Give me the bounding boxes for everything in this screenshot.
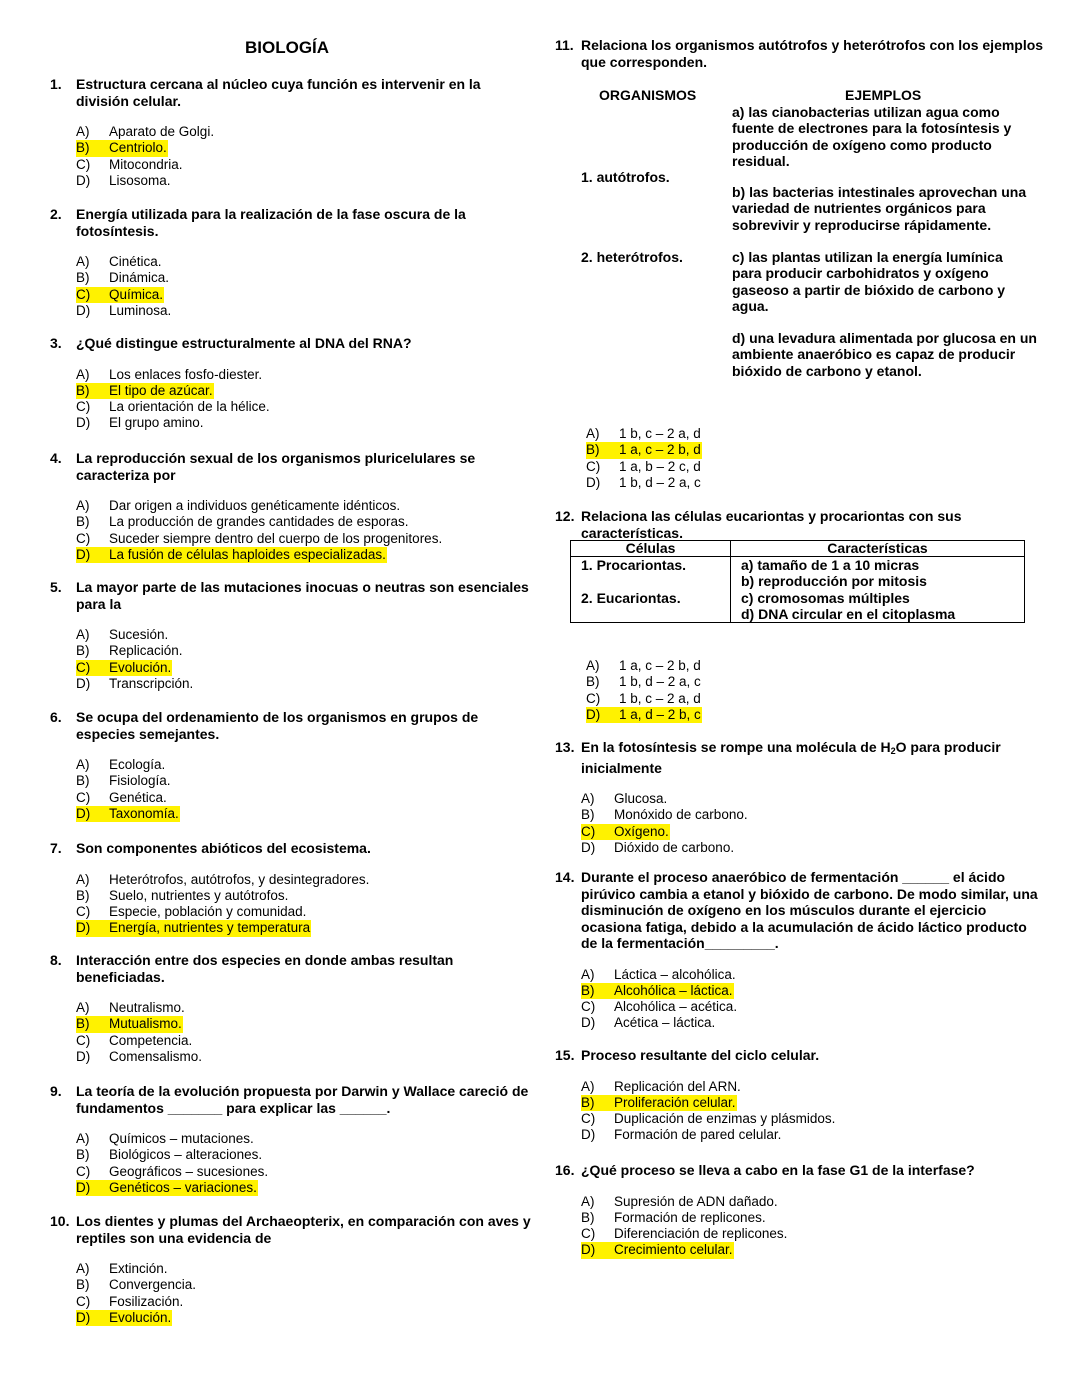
question-number: 7. (50, 840, 62, 856)
answer-option[interactable] (76, 1033, 535, 1049)
option-label: C) (76, 789, 91, 805)
option-label: B) (581, 983, 613, 999)
option-text: Genéticos – variaciones. (109, 1179, 257, 1195)
answer-option[interactable] (76, 806, 535, 822)
option-label: C) (76, 399, 91, 415)
answer-option[interactable] (76, 531, 535, 547)
option-text: Fisiología. (109, 773, 171, 789)
option-label: B) (581, 1209, 595, 1225)
option-text: Supresión de ADN dañado. (614, 1193, 778, 1209)
option-label: A) (76, 757, 90, 772)
option-label: B) (581, 1095, 613, 1111)
question-3 (50, 335, 535, 432)
option-label: B) (76, 270, 90, 286)
answer-option[interactable] (581, 967, 1045, 983)
option-text: Los enlaces fosfo-diester. (109, 366, 263, 382)
question-text: Los dientes y plumas del Archaeopterix, en comparación con aves y reptiles son una evidencia de (76, 1213, 531, 1246)
question-11-options (586, 426, 1076, 491)
answer-option[interactable] (76, 1310, 535, 1326)
question-14 (555, 869, 1045, 1032)
option-label: B) (76, 643, 90, 659)
option-label: D) (76, 302, 91, 318)
option-text: Geográficos – sucesiones. (109, 1163, 269, 1179)
question-text: La reproducción sexual de los organismos pluricelulares se caracteriza por (76, 450, 476, 483)
options-list (76, 627, 535, 692)
option-label: D) (76, 1180, 108, 1196)
option-label: A) (586, 658, 600, 673)
example-c: c) las plantas utilizan la energía lumínica para producir carbohidratos y oxígeno gaseoso a partir de bióxido de carbono y agua. (732, 249, 1006, 314)
option-text: Mitocondria. (109, 156, 183, 172)
question-8 (50, 952, 535, 1065)
question-2 (50, 206, 535, 319)
option-label: A) (76, 871, 90, 887)
characteristic-d: d) DNA circular en el citoplasma (741, 605, 956, 622)
question-number: 12. (555, 508, 575, 524)
option-text: Suceder siempre dentro del cuerpo de los progenitores. (109, 530, 443, 546)
question-12 (555, 508, 1045, 541)
answer-option[interactable] (76, 173, 535, 189)
option-text: 1 b, d – 2 a, c (619, 474, 701, 490)
option-text: Suelo, nutrientes y autótrofos. (109, 887, 289, 903)
option-label: A) (76, 1000, 90, 1015)
option-label: A) (76, 1261, 90, 1276)
option-text: Ecología. (109, 757, 166, 772)
option-text: La orientación de la hélice. (109, 399, 270, 415)
option-label: C) (586, 690, 601, 706)
option-label: D) (76, 172, 91, 188)
option-text: 1 b, d – 2 a, c (619, 674, 701, 690)
question-text: Energía utilizada para la realización de la fase oscura de la fotosíntesis. (76, 206, 466, 239)
option-text: Dióxido de carbono. (614, 839, 735, 855)
answer-option[interactable] (76, 757, 535, 773)
answer-option[interactable] (581, 1015, 1045, 1031)
answer-option[interactable] (76, 270, 535, 286)
option-label: B) (586, 442, 618, 458)
answer-option[interactable] (76, 920, 535, 936)
option-text: 1 a, c – 2 b, d (619, 658, 701, 673)
question-number: 11. (555, 37, 574, 53)
question-15 (555, 1047, 1045, 1144)
answer-option[interactable] (76, 1131, 535, 1147)
option-text: La fusión de células haploides especializadas. (109, 546, 386, 562)
answer-option[interactable] (586, 707, 1076, 723)
option-label: B) (76, 773, 90, 789)
option-text: Convergencia. (109, 1277, 197, 1293)
option-text: Replicación. (109, 643, 183, 659)
option-label: B) (76, 140, 108, 156)
option-label: D) (76, 1310, 108, 1326)
option-label: A) (76, 498, 90, 513)
option-label: A) (581, 1193, 595, 1209)
option-text: Cinética. (109, 254, 162, 269)
question-9 (50, 1083, 535, 1196)
option-label: D) (76, 415, 91, 431)
option-label: D) (76, 806, 108, 822)
characteristic-c: c) cromosomas múltiples (741, 589, 910, 606)
answer-option[interactable] (76, 1147, 535, 1163)
answer-option[interactable] (76, 1164, 535, 1180)
question-number: 6. (50, 709, 62, 725)
option-text: Mutualismo. (109, 1016, 182, 1032)
options-list (581, 1079, 1045, 1144)
cell-1: 1. Procariontas. (581, 557, 687, 573)
option-label: D) (76, 920, 108, 936)
question-number: 8. (50, 952, 62, 968)
answer-option[interactable] (581, 1242, 1045, 1258)
option-label: D) (581, 839, 596, 855)
option-text: Monóxido de carbono. (614, 807, 748, 823)
question-text: Durante el proceso anaeróbico de fermentación ______ el ácido pirúvico cambia a etanol y bióxido de carbono. De modo similar, una disminución de oxígeno en los músculos durante el ejercicio ocasiona fatiga, debido a la acumulación de ácido láctico producto de la fermentación_________. (581, 869, 1038, 951)
answer-option[interactable] (76, 773, 535, 789)
option-text: Químicos – mutaciones. (109, 1131, 254, 1146)
answer-option[interactable] (581, 840, 1045, 856)
answer-option[interactable] (76, 383, 535, 399)
question-number: 13. (555, 739, 575, 755)
answer-option[interactable] (76, 676, 535, 692)
characteristic-b: b) reproducción por mitosis (741, 573, 927, 590)
question-text: Relaciona las células eucariontas y procariontas con sus características. (581, 508, 962, 541)
option-text: Acética – láctica. (614, 1015, 716, 1031)
answer-option[interactable] (581, 791, 1045, 807)
question-4 (50, 450, 535, 563)
answer-option[interactable] (586, 674, 1076, 690)
option-label: A) (586, 426, 600, 441)
answer-option[interactable] (76, 140, 535, 156)
option-label: B) (76, 1277, 90, 1293)
answer-option[interactable] (581, 1226, 1045, 1242)
option-text: Alcohólica – láctica. (614, 982, 733, 998)
question-text: En la fotosíntesis se rompe una molécula de $H_2O$ para producir inicialmente (581, 739, 1001, 776)
answer-option[interactable] (581, 1194, 1045, 1210)
option-text: 1 a, c – 2 b, d (619, 442, 701, 458)
answer-option[interactable] (581, 999, 1045, 1015)
option-label: D) (76, 547, 108, 563)
answer-option[interactable] (76, 904, 535, 920)
option-text: Luminosa. (109, 302, 172, 318)
option-label: D) (581, 1127, 596, 1143)
option-label: C) (76, 287, 108, 303)
option-text: 1 a, d – 2 b, c (619, 706, 701, 722)
question-text: ¿Qué proceso se lleva a cabo en la fase G1 de la interfase? (581, 1162, 975, 1178)
cell-2: 2. Eucariontas. (581, 590, 681, 607)
question-number: 9. (50, 1083, 62, 1099)
answer-option[interactable] (76, 1180, 535, 1196)
answer-option[interactable] (76, 303, 535, 319)
options-list (76, 498, 535, 563)
answer-option[interactable] (586, 475, 1076, 491)
option-text: Formación de pared celular. (614, 1127, 782, 1143)
option-label: D) (586, 707, 618, 723)
answer-option[interactable] (76, 1016, 535, 1032)
option-text: Extinción. (109, 1261, 168, 1276)
option-label: B) (76, 1016, 108, 1032)
option-label: A) (76, 627, 90, 642)
question-number: 10. (50, 1213, 70, 1229)
option-label: A) (581, 966, 595, 982)
option-text: Alcohólica – acética. (614, 999, 738, 1015)
option-text: 1 b, c – 2 a, d (619, 690, 701, 706)
option-text: Comensalismo. (109, 1048, 203, 1064)
option-text: Genética. (109, 789, 167, 805)
answer-option[interactable] (76, 643, 535, 659)
option-text: Formación de replicones. (614, 1209, 766, 1225)
option-label: C) (76, 530, 91, 546)
organism-1: 1. autótrofos. (581, 169, 670, 185)
answer-option[interactable] (76, 872, 535, 888)
characteristics (731, 557, 1025, 623)
option-label: C) (581, 1226, 596, 1242)
option-text: Química. (109, 286, 164, 302)
option-label: D) (76, 1048, 91, 1064)
option-text: El grupo amino. (109, 415, 204, 431)
option-text: Especie, población y comunidad. (109, 904, 307, 920)
question-number: 2. (50, 206, 62, 222)
table-header-celulas: Células (571, 541, 731, 557)
option-text: La producción de grandes cantidades de esporas. (109, 514, 409, 530)
question-16 (555, 1162, 1045, 1259)
option-text: Lisosoma. (109, 172, 171, 188)
answer-option[interactable] (586, 691, 1076, 707)
cell-types (571, 557, 731, 623)
option-text: Neutralismo. (109, 1000, 185, 1015)
option-text: Sucesión. (109, 627, 169, 642)
answer-option[interactable] (581, 1079, 1045, 1095)
option-text: Taxonomía. (109, 805, 179, 821)
option-text: Fosilización. (109, 1293, 184, 1309)
question-text: La teoría de la evolución propuesta por Darwin y Wallace careció de fundamentos _______ para explicar las ______. (76, 1083, 529, 1116)
answer-option[interactable] (76, 1277, 535, 1293)
question-number: 4. (50, 450, 62, 466)
option-label: A) (76, 124, 90, 139)
question-text: Interacción entre dos especies en donde ambas resultan beneficiadas. (76, 952, 454, 985)
option-text: Energía, nutrientes y temperatura (109, 920, 311, 936)
answer-option[interactable] (76, 1294, 535, 1310)
question-5 (50, 579, 535, 692)
option-label: A) (76, 254, 90, 269)
question-text: Son componentes abióticos del ecosistema. (76, 840, 371, 856)
question-10 (50, 1213, 535, 1326)
page-title: BIOLOGÍA (245, 38, 330, 57)
question-12-options (586, 658, 1076, 723)
option-text: Diferenciación de replicones. (614, 1226, 788, 1242)
example-a: a) las cianobacterias utilizan agua como fuente de electrones para la fotosíntesis y producción de oxígeno como producto residual. (732, 104, 1012, 169)
option-text: Duplicación de enzimas y plásmidos. (614, 1111, 836, 1127)
organismos-header: ORGANISMOS (599, 87, 697, 103)
question-text: Se ocupa del ordenamiento de los organismos en grupos de especies semejantes. (76, 709, 479, 742)
option-label: B) (76, 1147, 90, 1163)
option-text: Glucosa. (614, 791, 668, 806)
answer-option[interactable] (581, 807, 1045, 823)
question-number: 5. (50, 579, 62, 595)
question-text: La mayor parte de las mutaciones inocuas o neutras son esenciales para la (76, 579, 529, 612)
question-text: Proceso resultante del ciclo celular. (581, 1047, 820, 1063)
option-text: 1 a, b – 2 c, d (619, 458, 701, 474)
question-13 (555, 739, 1045, 856)
answer-option[interactable] (76, 157, 535, 173)
question-number: 16. (555, 1162, 575, 1178)
option-text: El tipo de azúcar. (109, 382, 213, 398)
option-label: D) (586, 474, 601, 490)
options-list (76, 872, 535, 937)
option-label: C) (581, 999, 596, 1015)
option-text: Dar origen a individuos genéticamente idénticos. (109, 498, 401, 513)
options-list (76, 124, 535, 189)
answer-option[interactable] (76, 415, 535, 431)
answer-option[interactable] (76, 254, 535, 270)
option-text: Oxígeno. (614, 823, 669, 839)
question-13-options (581, 791, 1045, 856)
option-label: C) (586, 458, 601, 474)
option-label: C) (76, 660, 108, 676)
cells-table (570, 540, 1025, 623)
option-text: Proliferación celular. (614, 1094, 736, 1110)
option-text: Centriolo. (109, 140, 167, 156)
option-label: D) (581, 1015, 596, 1031)
answer-option[interactable] (76, 367, 535, 383)
option-label: B) (581, 807, 595, 823)
options-list (76, 1000, 535, 1065)
answer-option[interactable] (586, 459, 1076, 475)
example-b: b) las bacterias intestinales aprovechan una variedad de nutrientes orgánicos para sobrevivir y reproducirse rápidamente. (732, 184, 1027, 233)
options-list (76, 757, 535, 822)
answer-option[interactable] (76, 888, 535, 904)
option-text: 1 b, c – 2 a, d (619, 426, 701, 441)
question-7 (50, 840, 535, 937)
option-label: C) (581, 824, 613, 840)
option-label: C) (76, 904, 91, 920)
options-list (76, 1261, 535, 1326)
option-label: C) (76, 156, 91, 172)
answer-option[interactable] (76, 1000, 535, 1016)
option-label: B) (586, 674, 600, 690)
answer-option[interactable] (76, 287, 535, 303)
answer-option[interactable] (76, 547, 535, 563)
question-number: 15. (555, 1047, 575, 1063)
option-label: D) (76, 675, 91, 691)
option-text: Biológicos – alteraciones. (109, 1147, 263, 1163)
example-d: d) una levadura alimentada por glucosa en un ambiente anaeróbico es capaz de producir bióxido de carbono y etanol. (732, 330, 1037, 379)
option-text: Láctica – alcohólica. (614, 966, 736, 982)
answer-option[interactable] (76, 790, 535, 806)
answer-option[interactable] (581, 1127, 1045, 1143)
answer-option[interactable] (76, 1049, 535, 1065)
option-text: Evolución. (109, 659, 172, 675)
answer-option[interactable] (581, 1095, 1045, 1111)
options-list (76, 1131, 535, 1196)
option-label: A) (581, 1078, 595, 1094)
answer-option[interactable] (581, 983, 1045, 999)
answer-option[interactable] (586, 426, 1076, 442)
answer-option[interactable] (581, 1210, 1045, 1226)
option-text: Crecimiento celular. (614, 1242, 733, 1258)
characteristic-a: a) tamaño de 1 a 10 micras (741, 557, 920, 573)
option-text: Replicación del ARN. (614, 1078, 741, 1094)
option-label: C) (76, 1293, 91, 1309)
option-label: C) (581, 1111, 596, 1127)
option-text: Heterótrofos, autótrofos, y desintegradores. (109, 871, 370, 887)
option-label: D) (581, 1242, 613, 1258)
option-label: C) (76, 1163, 91, 1179)
options-list (581, 967, 1045, 1032)
question-11 (555, 37, 1045, 70)
option-label: B) (76, 383, 108, 399)
option-text: Dinámica. (109, 270, 170, 286)
question-text: Estructura cercana al núcleo cuya función es intervenir en la división celular. (76, 76, 481, 109)
answer-option[interactable] (76, 124, 535, 140)
option-text: Evolución. (109, 1309, 172, 1325)
question-6 (50, 709, 535, 822)
question-number: 1. (50, 76, 62, 92)
answer-option[interactable] (76, 1261, 535, 1277)
answer-option[interactable] (76, 627, 535, 643)
option-label: B) (76, 887, 90, 903)
question-1 (50, 76, 535, 189)
answer-option[interactable] (586, 658, 1076, 674)
answer-option[interactable] (76, 399, 535, 415)
option-text: Competencia. (109, 1032, 193, 1048)
answer-option[interactable] (581, 824, 1045, 840)
option-label: C) (76, 1032, 91, 1048)
option-text: Transcripción. (109, 675, 194, 691)
ejemplos-header: EJEMPLOS (845, 87, 922, 103)
options-list (76, 367, 535, 432)
option-text: Aparato de Golgi. (109, 124, 215, 139)
answer-option[interactable] (586, 442, 1076, 458)
option-label: A) (581, 791, 595, 806)
question-text: ¿Qué distingue estructuralmente al DNA del RNA? (76, 335, 412, 351)
answer-option[interactable] (76, 660, 535, 676)
question-text: Relaciona los organismos autótrofos y heterótrofos con los ejemplos que corresponden. (581, 37, 1044, 70)
question-number: 3. (50, 335, 62, 351)
options-list (581, 1194, 1045, 1259)
options-list (76, 254, 535, 319)
option-label: A) (76, 366, 90, 382)
answer-option[interactable] (76, 498, 535, 514)
option-label: B) (76, 514, 90, 530)
option-label: A) (76, 1131, 90, 1146)
answer-option[interactable] (581, 1111, 1045, 1127)
question-number: 14. (555, 869, 575, 885)
organism-2: 2. heterótrofos. (581, 249, 683, 265)
table-header-caracteristicas: Características (731, 541, 1025, 557)
answer-option[interactable] (76, 514, 535, 530)
